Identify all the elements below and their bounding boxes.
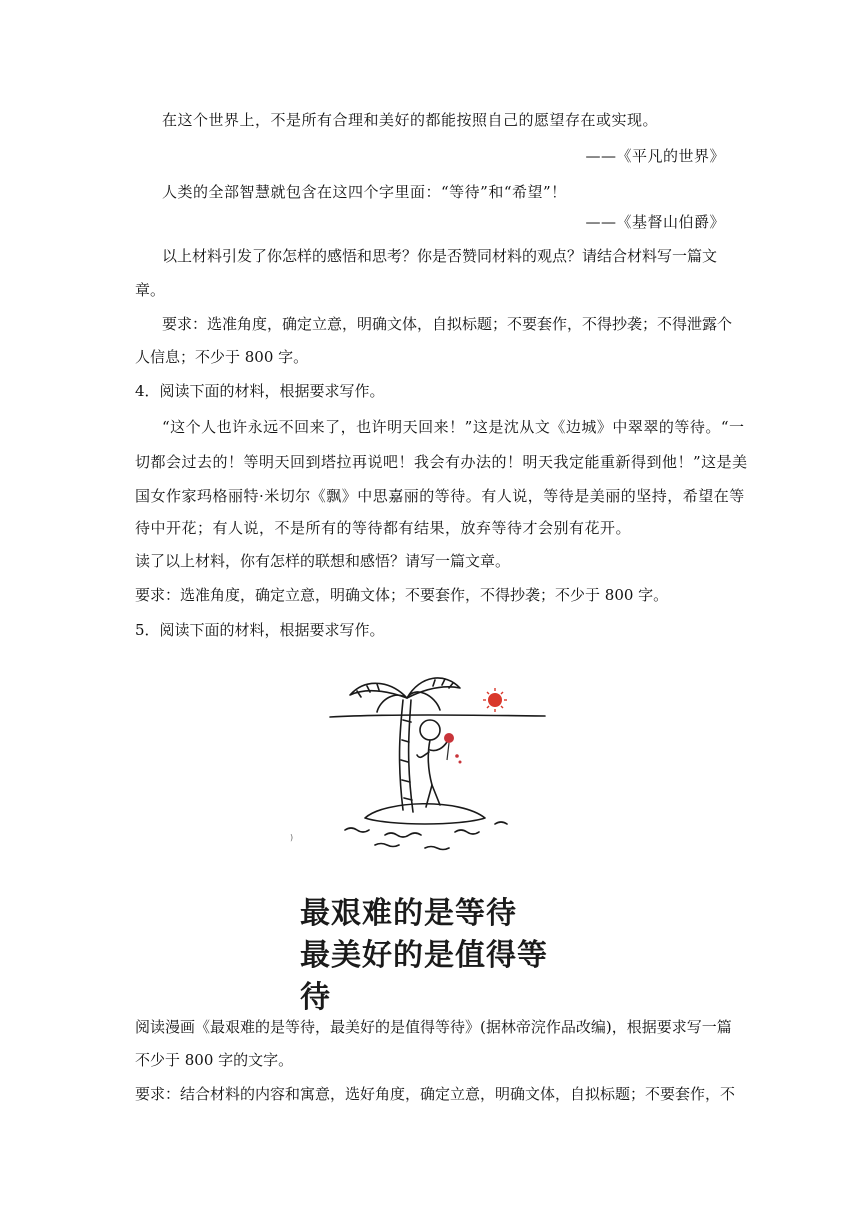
q4-prompt: 读了以上材料，你有怎样的联想和感悟？请写一篇文章。 <box>135 552 511 570</box>
q5-requirements-line1: 要求：结合材料的内容和寓意，选好角度，确定立意，明确文体，自拟标题；不要套作，不 <box>135 1085 736 1103</box>
quote1-text: 在这个世界上，不是所有合理和美好的都能按照自己的愿望存在或实现。 <box>162 111 659 129</box>
sun-icon <box>483 688 507 712</box>
prompt3-req-line1: 要求：选准角度，确定立意，明确文体，自拟标题；不要套作，不得抄袭；不得泄露个 <box>162 315 733 333</box>
quote1-source: ——《平凡的世界》 <box>585 147 725 165</box>
rose-icon <box>444 733 462 764</box>
q4-heading: 4．阅读下面的材料，根据要求写作。 <box>135 382 385 400</box>
q4-material-line1: “这个人也许永远不回来了，也许明天回来！”这是沈从文《边城》中翠翠的等待。“一 <box>162 418 745 436</box>
q4-material-line2: 切都会过去的！等明天回到塔拉再说吧！我会有办法的！明天我定能重新得到他！”这是美 <box>135 453 748 471</box>
prompt3-line2: 章。 <box>135 281 166 299</box>
quote2-text: 人类的全部智慧就包含在这四个字里面：“等待”和“希望”！ <box>162 183 567 201</box>
caption-line1: 最艰难的是等待 <box>300 896 517 931</box>
palm-leaf-right <box>407 678 460 698</box>
q4-material-line3: 国女作家玛格丽特·米切尔《飘》中思嘉丽的等待。有人说，等待是美丽的坚持，希望在等 <box>135 487 745 505</box>
prompt3-line1: 以上材料引发了你怎样的感悟和思考？你是否赞同材料的观点？请结合材料写一篇文 <box>162 247 718 265</box>
q4-requirements: 要求：选准角度，确定立意，明确文体；不要套作，不得抄袭；不少于 800 字。 <box>135 586 669 604</box>
quote2-source: ——《基督山伯爵》 <box>585 213 725 231</box>
prompt3-req-line2: 人信息；不少于 800 字。 <box>135 348 309 366</box>
horizon-line <box>330 715 545 717</box>
person-head <box>420 720 440 740</box>
q5-heading: 5．阅读下面的材料，根据要求写作。 <box>135 621 385 639</box>
svg-text:): ) <box>290 833 294 842</box>
q5-description-line1: 阅读漫画《最艰难的是等待，最美好的是值得等待》(据林帝浣作品改编)，根据要求写一篇 <box>135 1018 732 1036</box>
q5-description-line2: 不少于 800 字的文字。 <box>135 1051 294 1069</box>
q4-material-line4: 待中开花；有人说，不是所有的等待都有结果，放弃等待才会别有花开。 <box>135 519 632 537</box>
caption-line2: 最美好的是值得等待 <box>300 938 548 1015</box>
island-cartoon-illustration <box>285 660 575 860</box>
palm-trunk <box>400 700 403 810</box>
island <box>365 804 485 824</box>
cartoon-caption <box>300 893 560 1019</box>
